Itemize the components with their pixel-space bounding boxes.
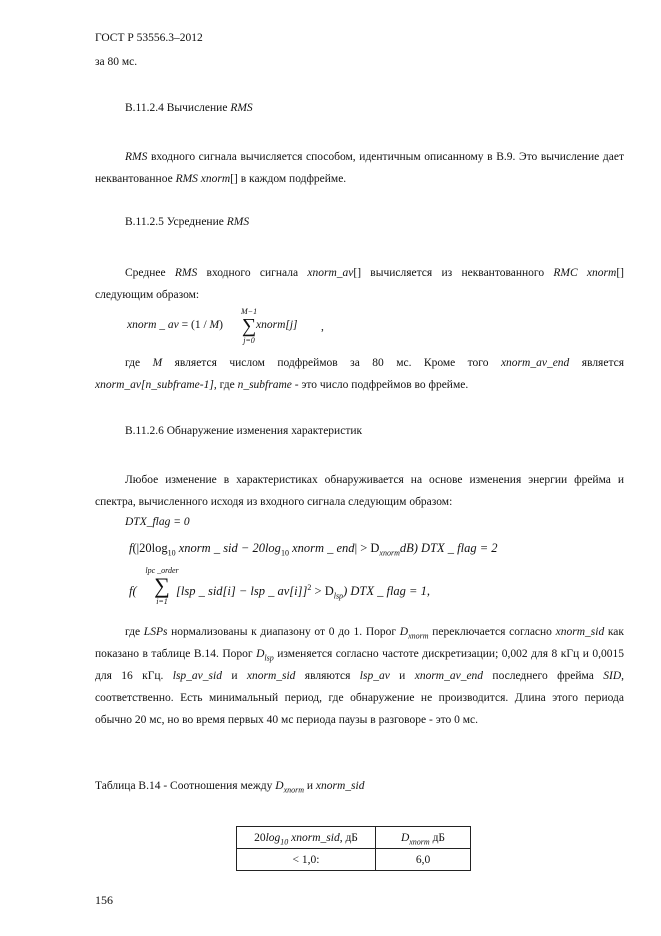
paragraph-text: нормализованы к диапазону от 0 до 1. Порог [167,626,400,638]
term-lsp-av-sid: lsp_av_sid [172,670,222,682]
term-m: M [152,357,163,369]
paragraph-text: Среднее [125,267,175,279]
sigma-icon: ∑ [241,315,257,337]
term-xnorm-sid: xnorm_sid [555,626,605,638]
formula-part: dB) DTX _ flag = 2 [399,541,498,555]
formula-index: [j] [285,319,298,331]
sum-lower-limit: j=0 [243,336,255,345]
paragraph-text: [] следующим образом: [95,267,624,301]
sum-upper-limit: M−1 [241,307,258,316]
formula-f: f [129,541,133,555]
heading-text: В.11.2.4 Вычисление [125,102,231,114]
formula-sup: 2 [307,582,312,592]
term-rms: RMS [125,151,148,163]
formula-part: (|20log [132,541,168,555]
formula-sub: 10 [280,548,289,558]
paragraph-text: входного сигнала вычисляется способом, идентичным описанному в В.9. Это вычисление дает неквантованное [95,151,624,185]
formula-lsp-open: f( [129,584,137,598]
header-text: D [400,831,410,844]
sigma-icon: ∑ [154,573,170,598]
term-sub: xnorm [408,631,429,641]
term-rmc-xnorm: RMC xnorm [553,267,617,279]
term-lsp-av: lsp_av [359,670,390,682]
paragraph-text: где [125,357,153,369]
paragraph-rms-avg [95,262,624,306]
header-text: , дБ [339,831,358,844]
heading-italic: RMS [230,102,253,114]
term-rms: RMS [174,267,198,279]
paragraph-text: являются [295,670,360,682]
caption-d: D [275,780,284,792]
heading-text: В.11.2.5 Усреднение [125,216,227,228]
formula-m: M [209,319,220,331]
term-d: D [256,648,265,660]
formula-term [256,319,298,331]
formula-close: ) [219,319,223,331]
caption-sub: xnorm [283,785,305,795]
section-heading-change-detection: В.11.2.6 Обнаружение изменения характеристик [125,425,363,437]
caption-text: Таблица В.14 - Соотношения между [95,780,276,792]
sum-upper-limit: lpc _order [145,566,179,575]
section-heading-rms-calc [125,102,253,114]
formula-lhs: xnorm _ av [127,319,179,331]
threshold-table [236,826,471,871]
header-text: дБ [429,831,446,844]
term-xnorm-av-end: xnorm_av_end [500,357,570,369]
paragraph-text: где [125,626,144,638]
paragraph-text: является [569,357,625,369]
formula-part: | > D [354,541,380,555]
term-xnorm-av-end: xnorm_av_end [414,670,484,682]
formula-part: xnorm _ end [288,541,355,555]
caption-xnorm-sid: xnorm_sid [315,780,365,792]
formula-sub: xnorm [379,548,400,558]
paragraph-text: [] в каждом подфрейме. [230,173,347,185]
term-rms-xnorm: RMS xnorm [175,173,231,185]
term-sub: lsp [264,653,274,663]
paragraph-text: и [221,670,247,682]
paragraph-text: входного сигнала [197,267,308,279]
header-text: xnorm_sid [288,831,340,844]
header-cell-threshold [376,827,471,849]
paragraph-text: , соответственно. Есть минимальный период, где обнаружение не производится. Длина этого периода обычно 20 мс, но во время первых 40 мс периода паузы в разговоре - это 0 мс. [95,670,624,726]
caption-text: и [304,780,316,792]
term-sid: SID [603,670,622,682]
table-caption [95,780,365,795]
paragraph-text: [] вычисляется из неквантованного [353,267,554,279]
formula-part: xnorm _ sid − 20log [175,541,281,555]
paragraph-change-detection [95,469,624,513]
section-heading-rms-avg [125,216,249,228]
formula-dtx-flag-init: DTX_flag = 0 [125,516,190,528]
formula-lsp-change [176,584,430,599]
paragraph-text: является числом подфреймов за 80 мс. Кроме того [162,357,501,369]
formula-comma: , [321,321,324,333]
formula-xnorm-av [127,319,223,331]
paragraph-thresholds [95,621,624,731]
formula-part: ) DTX _ flag = 1, [343,584,430,598]
header-text: log [265,831,281,844]
paragraph-text: и [389,670,415,682]
paragraph-text: как показано в таблице В.14. Порог [95,626,625,660]
term-lsps: LSPs [143,626,168,638]
page-number: 156 [95,893,113,907]
formula-sub: 10 [167,548,176,558]
header-sub: xnorm [409,836,430,846]
table-header-row [237,827,471,849]
formula-part: > D [311,584,334,598]
formula-part: [lsp _ sid[i] − lsp _ av[i]] [176,584,308,598]
paragraph-text: изменяется согласно частоте дискретизации; 0,002 для 8 кГц и 0,0015 для 16 кГц. [95,648,624,682]
table-cell: 6,0 [376,849,471,871]
document-id: ГОСТ Р 53556.3–2012 [95,32,203,44]
heading-italic: RMS [226,216,250,228]
paragraph-text: Любое изменение в характеристиках обнаруживается на основе изменения энергии фрейма и спектра, вычисленного исходя из входного сигнала следующим образом: [95,474,624,508]
header-cell-level [237,827,376,849]
paragraph-text: переключается согласно [428,626,556,638]
intro-line: за 80 мс. [95,56,138,68]
term-xnorm-av-subframe: xnorm_av[n_subframe-1], [95,379,217,391]
term-xnorm-sid: xnorm_sid [246,670,296,682]
formula-energy-change [129,541,498,556]
table-row [237,849,471,871]
formula-xnorm: xnorm [256,319,286,331]
paragraph-m-def [95,352,624,396]
sum-symbol-1 [241,307,258,345]
paragraph-rms-calc [95,146,624,190]
header-sub: 10 [280,836,289,846]
term-xnorm-av: xnorm_av [307,267,354,279]
paragraph-text: где [216,379,238,391]
formula-sub: lsp [333,591,344,601]
paragraph-text: последнего фрейма [483,670,604,682]
term-d: D [399,626,409,638]
sum-lower-limit: i=1 [156,597,168,606]
table-cell: < 1,0: [237,849,376,871]
paragraph-text: - это число подфреймов во фрейме. [291,379,469,391]
term-n-subframe: n_subframe [237,379,292,391]
formula-eq: = (1 / [178,319,210,331]
header-text: 20 [254,831,266,844]
